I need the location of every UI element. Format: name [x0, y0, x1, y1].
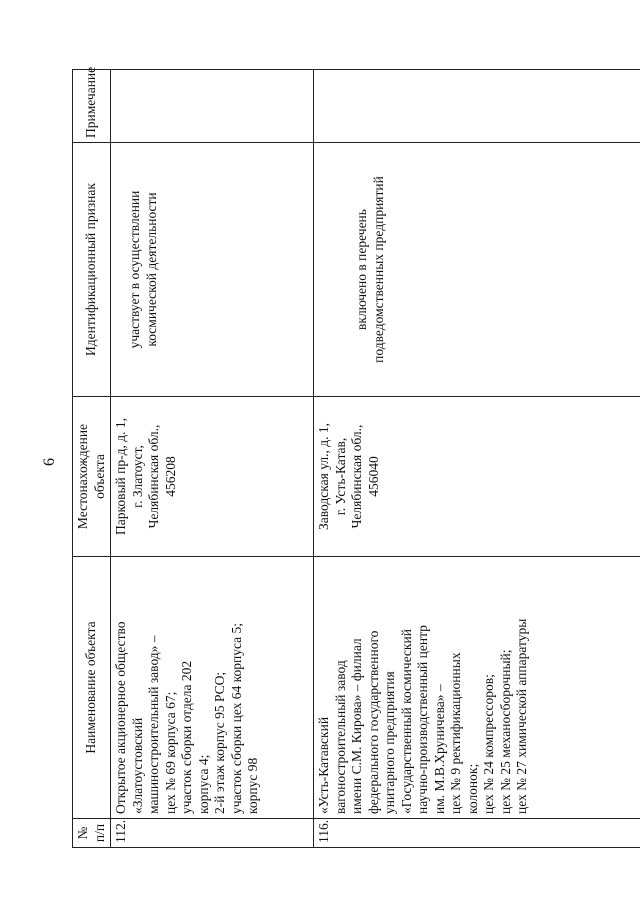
- header-location: Местонахождение объекта: [73, 397, 111, 557]
- row-note: [314, 70, 640, 143]
- ident-line: подведомственных предприятий: [370, 176, 386, 363]
- name-line: участок сборки отдела 202: [179, 660, 194, 814]
- table-rotation-wrapper: [72, 66, 638, 848]
- page-number: 6: [41, 458, 58, 466]
- name-line: 2-й этаж корпус 95 РСО;: [212, 671, 227, 814]
- location-line: Челябинская обл.,: [349, 424, 364, 529]
- name-line: унитарного предприятия: [382, 671, 397, 814]
- name-line: цех № 69 корпуса 67;: [162, 691, 178, 814]
- row-ident: [111, 143, 314, 397]
- name-line: корпус 98: [245, 757, 260, 814]
- location-line: Заводская ул., д. 1,: [316, 423, 331, 530]
- header-num: № п/п: [73, 819, 111, 848]
- row-note: [111, 70, 314, 143]
- row-name: [314, 557, 640, 819]
- row-num: 112.: [111, 819, 314, 848]
- name-line: цех № 9 ректификационных: [448, 652, 463, 814]
- name-line: колонок;: [464, 763, 480, 814]
- table-row: [111, 70, 314, 848]
- objects-table: [72, 66, 640, 848]
- header-ident: Идентификационный признак: [73, 143, 111, 397]
- name-line: цех № 25 механосборочный;: [497, 649, 513, 814]
- table-row: [314, 70, 640, 848]
- name-line: машиностроительный завод» –: [146, 635, 161, 814]
- row-location: [314, 397, 640, 557]
- row-location: [111, 397, 314, 557]
- name-line: вагоностроительный завод: [332, 660, 348, 814]
- name-line: корпуса 4;: [195, 754, 211, 814]
- name-line: цех № 24 компрессоров;: [481, 674, 496, 814]
- row-ident: [314, 143, 640, 397]
- location-line: Челябинская обл.,: [146, 424, 161, 529]
- name-line: научно-производственный центр: [415, 625, 430, 814]
- header-name: Наименование объекта: [73, 557, 111, 819]
- location-line: г. Златоуст,: [129, 445, 145, 508]
- row-num: 116.: [314, 819, 640, 848]
- name-line: «Усть-Катавский: [316, 716, 331, 814]
- location-line: 456208: [162, 456, 178, 497]
- row-name: [111, 557, 314, 819]
- location-line: г. Усть-Катав,: [332, 437, 348, 516]
- location-line: Парковый пр-д, д. 1,: [113, 418, 128, 535]
- ident-line: космической деятельности: [143, 192, 159, 347]
- ident-line: участвует в осуществлении: [127, 190, 142, 349]
- table-header-row: [73, 70, 111, 848]
- name-line: участок сборки цех 64 корпуса 5;: [228, 622, 244, 814]
- rotated-table-stage: [72, 66, 638, 848]
- header-note: Примечание: [73, 70, 111, 143]
- name-line: «Государственный космический: [398, 629, 414, 814]
- name-line: цех № 27 химической аппаратуры: [514, 618, 529, 814]
- name-line: «Златоустовский: [129, 717, 145, 814]
- name-line: федерального государственного: [365, 630, 381, 814]
- name-line: Открытое акционерное общество: [113, 621, 128, 814]
- name-line: им. М.В.Хруничева» –: [431, 684, 447, 814]
- name-line: имени С.М. Кирова» – филиал: [349, 638, 364, 814]
- ident-line: включено в перечень: [354, 209, 369, 330]
- location-line: 456040: [365, 456, 381, 497]
